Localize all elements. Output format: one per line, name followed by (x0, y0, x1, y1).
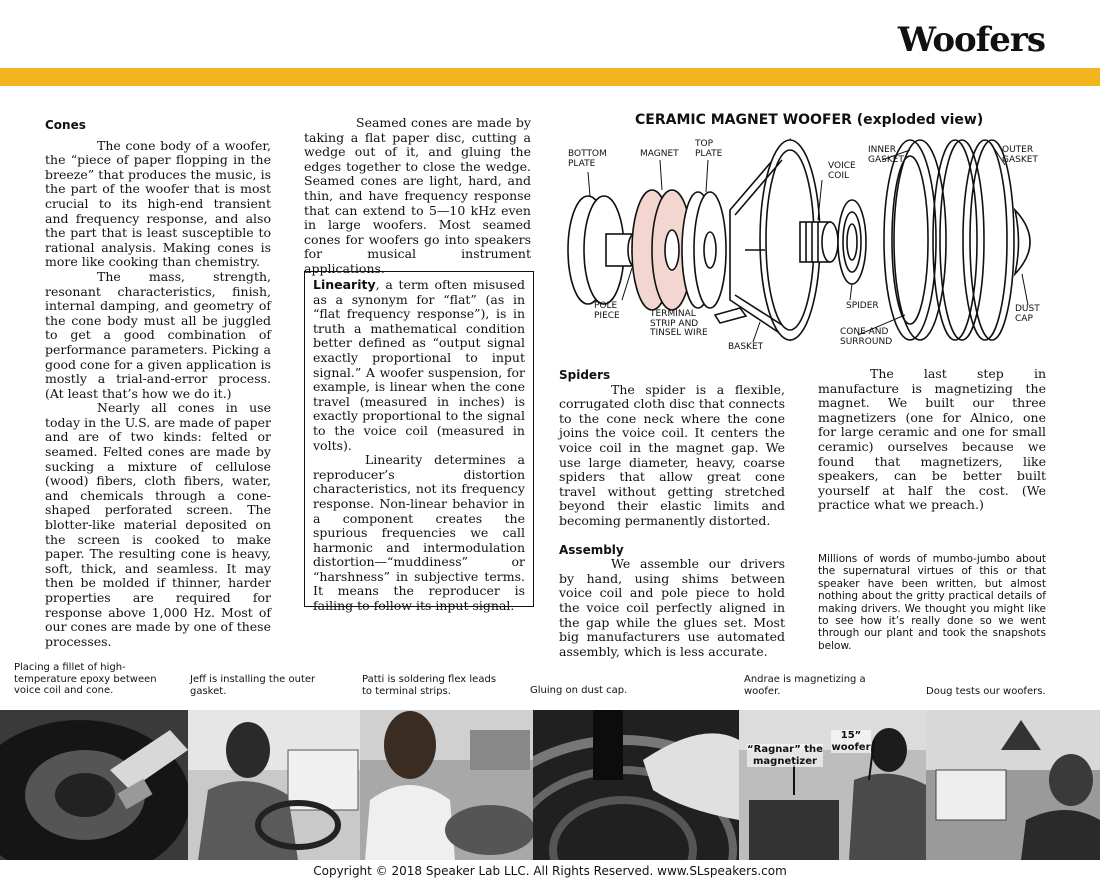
label-cone-surround: CONE AND SURROUND (840, 327, 893, 347)
label-dust-cap: DUST CAP (1015, 304, 1040, 324)
photo-patti (360, 710, 533, 860)
label-terminal-strip: TERMINAL STRIP AND TINSEL WIRE (650, 309, 708, 338)
label-voice-coil: VOICE COIL (828, 161, 856, 181)
page-title: Woofers (897, 20, 1045, 60)
label-inner-gasket: INNER GASKET (868, 145, 904, 165)
cones-paragraph-2: The mass, strength, resonant characteristics, finish, internal damping, and geometry of the cone body must all be juggled to get a good combination of performance parameters. Picking a good cone for a given application is mostly a trial-and-error process. (At least that’s how we do it.) (45, 268, 271, 401)
cones-section (45, 118, 271, 649)
voice-coil-shape (800, 222, 838, 262)
terminal-strip-shape (715, 308, 746, 323)
photo-jeff-art (188, 710, 360, 860)
photo-epoxy-art (0, 710, 188, 860)
caption-dust-cap: Gluing on dust cap. (530, 685, 628, 696)
diagram-title: CERAMIC MAGNET WOOFER (exploded view) (635, 112, 984, 128)
spider-shape (838, 200, 866, 284)
label-top-plate: TOP PLATE (695, 139, 723, 159)
linearity-box (304, 271, 534, 614)
cones-paragraph-3: Nearly all cones in use today in the U.S. are made of paper and are of two kinds: felted or seamed. Felted cones are made by sucking a mixture of cellulose (wood) fibers, cloth fibers, water, and chemicals through a cone-shaped perforated screen. The blotter-like material deposited on the screen is cooked to make paper. The resulting cone is heavy, soft, thick, and seamless. It may then be molded if thinner, harder properties are required for response above 1,000 Hz. Most of our cones are made by one of these processes. (45, 400, 271, 649)
spiders-assembly-section (559, 368, 785, 659)
label-pole-piece: POLE PIECE (594, 301, 620, 321)
photo-dust-cap-art (533, 710, 739, 860)
photo-label-15-woofer: 15” woofer (831, 730, 871, 753)
photo-dust-cap (533, 710, 739, 860)
assembly-heading: Assembly (559, 542, 624, 557)
photo-doug-art (926, 710, 1100, 860)
label-basket: BASKET (728, 342, 764, 352)
magnetizing-section (818, 367, 1046, 513)
top-plate-shape (682, 192, 726, 308)
dust-cap-shape (1015, 210, 1030, 274)
photo-epoxy (0, 710, 188, 860)
caption-jeff: Jeff is installing the outer gasket. (190, 674, 316, 697)
label-outer-gasket: OUTER GASKET (1002, 145, 1038, 165)
seamed-section (304, 116, 531, 277)
cones-paragraph-1: The cone body of a woofer, the “piece of paper flopping in the breeze” that produces the music, is the part of the woofer that is most crucial to its high-end transient and frequency response, and also the part that is least susceptible to rational analysis. Making cones is more like cooking than chemistry. (45, 137, 271, 270)
caption-patti: Patti is soldering flex leads to terminal strips. (362, 674, 497, 697)
label-spider: SPIDER (846, 301, 879, 311)
spiders-paragraph: The spider is a flexible, corrugated cloth disc that connects to the cone neck where the cone joins the voice coil. It centers the voice coil in the magnet gap. We use large diameter, heavy, coarse spiders that allow great cone travel without getting stretched beyond their elastic limits and becoming permanently distorted. (559, 381, 785, 528)
photo-patti-art (360, 710, 533, 860)
woofer-drawing (560, 110, 1050, 360)
woofer-exploded-diagram (560, 110, 1050, 360)
photo-doug (926, 710, 1100, 860)
photo-label-ragnar: “Ragnar” the magnetizer (747, 744, 823, 767)
linearity-term: Linearity (313, 277, 376, 292)
caption-doug: Doug tests our woofers. (926, 686, 1046, 697)
gasket-shape (933, 140, 1014, 340)
copyright-footer: Copyright © 2018 Speaker Lab LLC. All Rights Reserved. www.SLspeakers.com (313, 864, 787, 878)
linearity-paragraph-2: Linearity determines a reproducer’s distortion characteristics, not its frequency response. Non-linear behavior in a component creates the spurious frequencies we call harmonic and intermodulation distortion—“muddiness” or “harshness” in subjective terms. It means the reproducer is failing to follow its input signal. (313, 452, 525, 614)
photo-andrae (739, 710, 926, 860)
header-band (0, 68, 1100, 86)
cones-heading: Cones (45, 118, 86, 132)
linearity-paragraph-1-text: , a term often misused as a synonym for “flat” (as in “flat frequency response”), is in truth a mathematical condition better defined as “output signal exactly proportional to input signal.” A woofer suspension, for example, is linear when the cone travel (measured in inches) is exactly proportional to the signal to the voice coil (measured in volts). (313, 277, 525, 453)
magnetizing-paragraph: The last step in manufacture is magnetizing the magnet. We built our three magnetizers (one for Alnico, one for large ceramic and one for small ceramic) ourselves because we found that magnetizers, like speakers, can be better built yourself at half the cost. (We practice what we preach.) (818, 366, 1046, 513)
label-bottom-plate: BOTTOM PLATE (568, 149, 607, 169)
bottom-plate-shape (568, 196, 640, 304)
assembly-paragraph: We assemble our drivers by hand, using shims between voice coil and pole piece to hold the voice coil perfectly aligned in the gap while the glues set. Most big manufacturers use automated assembly, which is less accurate. (559, 556, 785, 659)
plant-tour-intro: Millions of words of mumbo-jumbo about the supernatural virtues of this or that speaker have been written, but almost nothing about the gritty practical details of making drivers. We thought you might like to see how it’s really done so we went through our plant and took the snapshots below. (818, 553, 1046, 652)
cone-shape (884, 140, 946, 340)
label-magnet: MAGNET (640, 149, 679, 159)
spiders-heading: Spiders (559, 368, 611, 382)
seamed-paragraph: Seamed cones are made by taking a flat paper disc, cutting a wedge out of it, and gluing the edges together to close the wedge. Seamed cones are light, hard, and thin, and have frequency response that can extend to 5—10 kHz even in large woofers. Most seamed cones for woofers go into speakers for musical instrument applications. (304, 115, 531, 276)
linearity-paragraph-1 (313, 278, 525, 453)
photo-jeff (188, 710, 360, 860)
caption-andrae: Andrae is magnetizing a woofer. (744, 674, 866, 697)
caption-epoxy: Placing a fillet of high-temperature epoxy between voice coil and cone. (14, 662, 157, 696)
